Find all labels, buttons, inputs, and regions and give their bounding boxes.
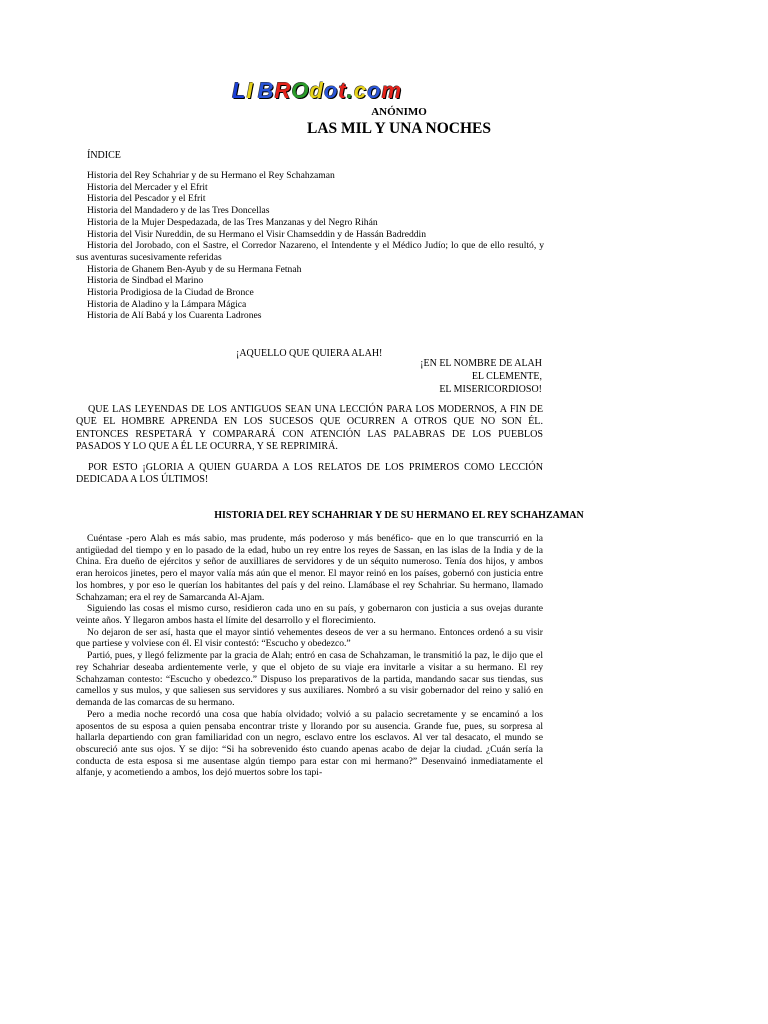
logo-letter: O <box>291 78 310 103</box>
index-heading: ÍNDICE <box>87 150 121 161</box>
logo-letter: m <box>381 78 403 103</box>
logo-letter: B <box>257 78 275 103</box>
book-title: LAS MIL Y UNA NOCHES <box>306 120 492 137</box>
story-paragraph: Siguiendo las cosas el mismo curso, residieron cada uno en su país, y gobernaron con justicia a sus ovejas durante veinte años. Y llegaron ambos hasta el límite del desarrollo y el florecimiento. <box>76 603 543 627</box>
story-paragraph: Partió, pues, y llegó felizmente par la gracia de Alah; entró en casa de Schahzaman, le transmitió la paz, le dijo que el rey Schahriar deseaba ardientemente verle, y que el objeto de su viaje era invitarle a visitar a su hermano. El rey Schahzaman contesto: “Escucho y obedezco.” Dispuso los preparativos de la partida, mandando sacar sus tiendas, sus camellos y sus mulos, y que saliesen sus servidores y sus auxiliares. Nombró a su visir gobernador del reino y salió en demanda de las comarcas de su hermano. <box>76 650 543 709</box>
logo-letter: o <box>323 78 339 103</box>
toc-entry: Historia del Jorobado, con el Sastre, el Corredor Nazareno, el Intendente y el Médico Judío; lo que de ello resultó, y sus aventuras sucesivamente referidas <box>76 240 544 263</box>
toc-entry: Historia de Alí Babá y los Cuarenta Ladrones <box>87 310 262 322</box>
table-of-contents <box>76 170 544 322</box>
preface-paragraph: QUE LAS LEYENDAS DE LOS ANTIGUOS SEAN UNA LECCIÓN PARA LOS MODERNOS, A FIN DE QUE EL HOMBRE APRENDA EN LOS SUCESOS QUE OCURREN A OTROS QUE NO SON ÉL. ENTONCES RESPETARÁ Y COMPARARÁ CON ATENCIÓN LAS PALABRAS DE LOS PUEBLOS PASADOS Y LO QUE A ÉL LE OCURRA, Y SE REPRIMIRÁ. <box>76 404 543 452</box>
logo-letter: R <box>274 78 292 103</box>
story-paragraph: No dejaron de ser así, hasta que el mayor sintió vehementes deseos de ver a su hermano. Entonces ordenó a su visir que partiese y volviese con él. El visir contestó: “Escucho y obedezco.” <box>76 626 543 650</box>
author-heading: ANÓNIMO <box>371 106 427 118</box>
story-paragraph: Cuéntase -pero Alah es más sabio, mas prudente, más poderoso y más benéfico- que en lo que transcurrió en la antigüedad del tiempo y en lo pasado de la edad, hubo un rey entre los reyes de Sassan, en las islas de la India y de la China. Era dueño de ejércitos y señor de auxilliares de servidores y de un séquito numeroso. Tenía dos hijos, y ambos eran heroicos jinetes, pero el mayor valía más aún que el menor. El mayor reinó en los países, gobernó con justicia entre los hombres, y por eso le querían los habitantes del país y del reino. Llamábase el rey Schahriar. Su hermano, llamado Schahzaman; era el rey de Samarcanda Al-Ajam. <box>76 533 543 603</box>
preface-paragraph: POR ESTO ¡GLORIA A QUIEN GUARDA A LOS RELATOS DE LOS PRIMEROS COMO LECCIÓN DEDICADA A LOS ÚLTIMOS! <box>76 462 543 486</box>
logo-letter: t <box>338 78 347 103</box>
invocation-right <box>420 357 542 396</box>
logo-letter: o <box>367 78 382 103</box>
librodot-logo <box>232 78 402 104</box>
toc-entry: Historia de Sindbad el Marino <box>87 275 204 287</box>
invocation-line: EL MISERICORDIOSO! <box>439 384 542 395</box>
logo-letter: L <box>232 78 247 103</box>
toc-entry: Historia del Mercader y el Efrit <box>87 181 208 193</box>
toc-entry: Historia Prodigiosa de la Ciudad de Bronce <box>87 287 254 299</box>
toc-entry: Historia del Rey Schahriar y de su Hermano el Rey Schahzaman <box>87 170 335 181</box>
story-paragraph: Pero a media noche recordó una cosa que había olvidado; volvió a su palacio secretamente y se encaminó a los aposentos de su esposa a quien pensaba encontrar triste y llorando por su ausencia. Grande fue, pues, su sorpresa al hallarla departiendo con gran familiaridad con un negro, esclavo entre los esclavos. Al ver tal desacato, el mundo se obscureció ante sus ojos. Y se dijo: “Si ha sobrevenido ésto cuando apenas acabo de dejar la ciudad. ¿Cuán sería la conducta de esta esposa si me ausentase algún tiempo para estar con mi hermano?” Desenvainó inmediatamente el alfanje, y acometiendo a ambos, los dejó muertos sobre los tapi- <box>76 708 543 779</box>
toc-entry: Historia del Pescador y el Efrit <box>87 193 206 205</box>
toc-entry: Historia de Aladino y la Lámpara Mágica <box>87 298 247 310</box>
logo-letter: I <box>246 78 254 103</box>
invocation-line: ¡EN EL NOMBRE DE ALAH <box>420 358 542 369</box>
logo-letter: c <box>353 78 368 103</box>
toc-entry: Historia del Visir Nureddin, de su Hermano el Visir Chamseddin y de Hassán Badreddin <box>87 228 427 240</box>
toc-entry: Historia de la Mujer Despedazada, de las Tres Manzanas y del Negro Rihán <box>87 216 378 228</box>
story-body <box>76 533 543 779</box>
story-title: HISTORIA DEL REY SCHAHRIAR Y DE SU HERMANO EL REY SCHAHZAMAN <box>214 510 584 521</box>
invocation-center: ¡AQUELLO QUE QUIERA ALAH! <box>236 348 383 359</box>
toc-entry: Historia del Mandadero y de las Tres Doncellas <box>87 205 270 217</box>
logo-letter: . <box>346 78 354 103</box>
toc-entry: Historia de Ghanem Ben-Ayub y de su Hermana Fetnah <box>87 263 302 275</box>
logo-letter: d <box>309 78 324 103</box>
invocation-line: EL CLEMENTE, <box>471 371 542 382</box>
